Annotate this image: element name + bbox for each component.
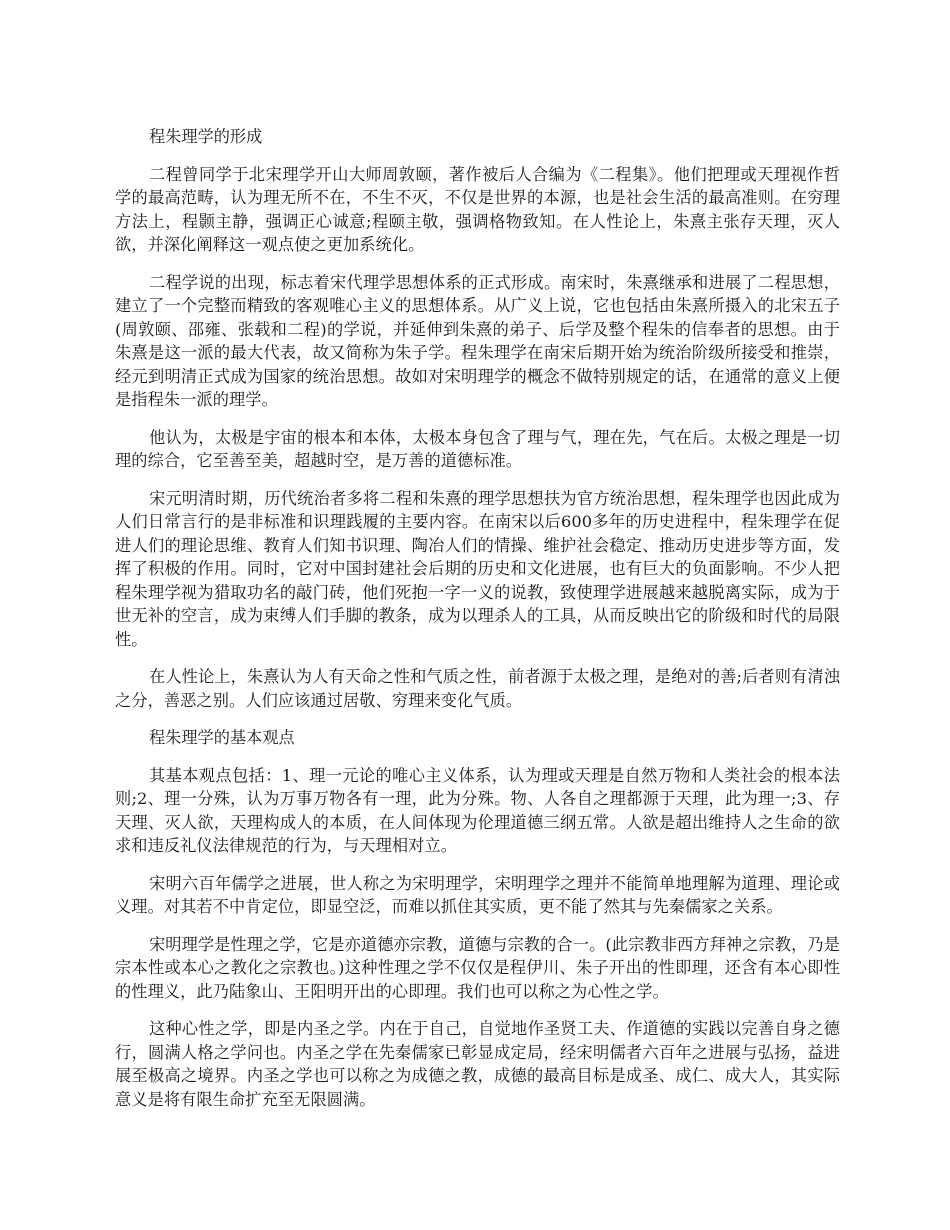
paragraph-8: 宋明理学是性理之学，它是亦道德亦宗教，道德与宗教的合一。(此宗教非西方拜神之宗教，乃是宗本性或本心之教化之宗教也。)这种性理之学不仅仅是程伊川、朱子开出的性即理，还含有本心即性的性理义，此乃陆象山、王阳明开出的心即理。我们也可以称之为心性之学。 xyxy=(115,934,840,1001)
section-heading-basic-views: 程朱理学的基本观点 xyxy=(149,728,295,747)
paragraph-5: 在人性论上，朱熹认为人有天命之性和气质之性，前者源于太极之理，是绝对的善;后者则有清浊之分，善恶之别。人们应该通过居敬、穷理来变化气质。 xyxy=(115,667,840,710)
paragraph-1: 二程曾同学于北宋理学开山大师周敦颐，著作被后人合编为《二程集》。他们把理或天理视作哲学的最高范畴，认为理无所不在，不生不灭，不仅是世界的本源，也是社会生活的最高准则。在穷理方法上，程颢主静，强调正心诚意;程颐主敬，强调格物致知。在人性论上，朱熹主张存天理，灭人欲，并深化阐释这一观点使之更加系统化。 xyxy=(115,164,840,254)
paragraph-3: 他认为，太极是宇宙的根本和本体，太极本身包含了理与气，理在先，气在后。太极之理是一切理的综合，它至善至美，超越时空，是万善的道德标准。 xyxy=(115,427,840,470)
paragraph-6: 其基本观点包括：1、理一元论的唯心主义体系，认为理或天理是自然万物和人类社会的根本法则;2、理一分殊，认为万事万物各有一理，此为分殊。物、人各自之理都源于天理，此为理一;3、存天理、灭人欲，天理构成人的本质，在人间体现为伦理道德三纲五常。人欲是超出维持人之生命的欲求和违反礼仪法律规范的行为，与天理相对立。 xyxy=(115,765,840,855)
paragraph-9: 这种心性之学，即是内圣之学。内在于自己，自觉地作圣贤工夫、作道德的实践以完善自身之德行，圆满人格之学问也。内圣之学在先秦儒家已彰显成定局，经宋明儒者六百年之进展与弘扬，益进展至极高之境界。内圣之学也可以称之为成德之教，成德的最高目标是成圣、成仁、成大人，其实际意义是将有限生命扩充至无限圆满。 xyxy=(115,1019,840,1109)
paragraph-7: 宋明六百年儒学之进展，世人称之为宋明理学，宋明理学之理并不能简单地理解为道理、理论或义理。对其若不中肯定位，即显空泛，而难以抓住其实质，更不能了然其与先秦儒家之关系。 xyxy=(115,873,840,916)
paragraph-4: 宋元明清时期，历代统治者多将二程和朱熹的理学思想扶为官方统治思想，程朱理学也因此成为人们日常言行的是非标准和识理践履的主要内容。在南宋以后600多年的历史进程中，程朱理学在促进人们的理论思维、教育人们知书识理、陶冶人们的情操、维护社会稳定、推动历史进步等方面，发挥了积极的作用。同时，它对中国封建社会后期的历史和文化进展，也有巨大的负面影响。不少人把程朱理学视为猎取功名的敲门砖，他们死抱一字一义的说教，致使理学进展越来越脱离实际，成为于世无补的空言，成为束缚人们手脚的教条，成为以理杀人的工具，从而反映出它的阶级和时代的局限性。 xyxy=(115,488,840,649)
document-page xyxy=(115,125,840,1125)
section-heading-formation: 程朱理学的形成 xyxy=(149,127,263,146)
paragraph-2: 二程学说的出现，标志着宋代理学思想体系的正式形成。南宋时，朱熹继承和进展了二程思想，建立了一个完整而精致的客观唯心主义的思想体系。从广义上说，它也包括由朱熹所摄入的北宋五子(周敦颐、邵雍、张载和二程)的学说，并延伸到朱熹的弟子、后学及整个程朱的信奉者的思想。由于朱熹是这一派的最大代表，故又简称为朱子学。程朱理学在南宋后期开始为统治阶级所接受和推崇，经元到明清正式成为国家的统治思想。故如对宋明理学的概念不做特别规定的话，在通常的意义上便是指程朱一派的理学。 xyxy=(115,272,840,409)
